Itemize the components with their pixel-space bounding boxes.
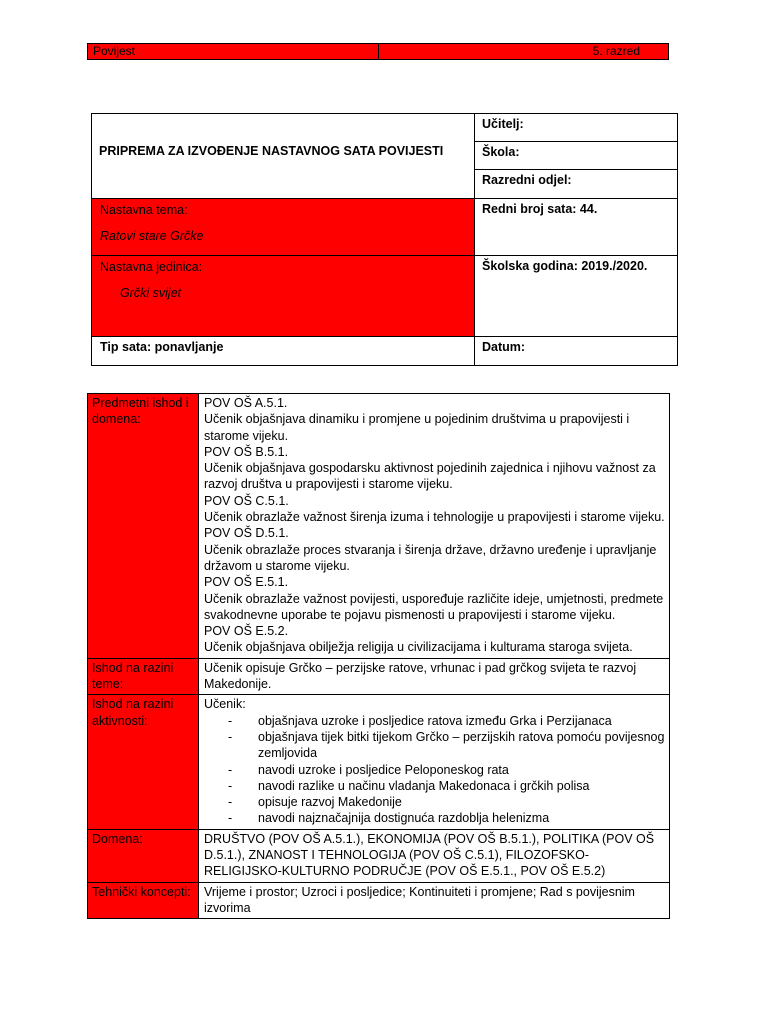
- document-title: PRIPREMA ZA IZVOĐENJE NASTAVNOG SATA POVIJESTI: [92, 114, 475, 199]
- outcome-line: Učenik obrazlaže važnost povijesti, uspoređuje različite ideje, umjetnosti, predmete svakodnevne uporabe te pojavu pismenosti u prapovijesti i starome vijeku.: [204, 591, 664, 622]
- list-item: - opisuje razvoj Makedonije: [228, 794, 665, 810]
- theme-outcome-label: Ishod na razini teme:: [88, 658, 199, 695]
- topic-label: Nastavna tema:: [100, 203, 188, 217]
- outcome-line: POV OŠ C.5.1.: [204, 493, 289, 508]
- outcome-line: Učenik obrazlaže proces stvaranja i širenja države, državno uređenje i upravljanje državom u starome vijeku.: [204, 542, 657, 573]
- class-dept-field: Razredni odjel:: [475, 170, 678, 199]
- unit-cell: [92, 256, 475, 337]
- list-item: - objašnjava tijek bitki tijekom Grčko – perzijskih ratova pomoću povijesnog zemljovida: [228, 729, 665, 762]
- grade-label: 5. razred: [378, 44, 669, 60]
- outcome-line: POV OŠ E.5.2.: [204, 624, 289, 639]
- technical-concepts-label: Tehnički koncepti:: [88, 882, 199, 919]
- technical-concepts-value: Vrijeme i prostor; Uzroci i posljedice; Kontinuiteti i promjene; Rad s povijesnim izvorima: [199, 882, 670, 919]
- outcome-line: Učenik objašnjava obilježja religija u civilizacijama i kulturama staroga svijeta.: [204, 640, 633, 655]
- school-year-field: Školska godina: 2019./2020.: [475, 256, 678, 337]
- list-item: - navodi uzroke i posljedice Peloponeskog rata: [228, 762, 665, 778]
- activity-outcome-label: Ishod na razini aktivnosti:: [88, 695, 199, 829]
- subject-outcome-label: Predmetni ishod i domena:: [88, 394, 199, 659]
- school-field: Škola:: [475, 142, 678, 170]
- subject-label: Povijest: [88, 44, 379, 60]
- teacher-field: Učitelj:: [475, 114, 678, 142]
- activity-intro: Učenik:: [204, 697, 246, 712]
- outcome-line: POV OŠ A.5.1.: [204, 396, 288, 410]
- lesson-type-field: Tip sata: ponavljanje: [92, 337, 475, 366]
- lesson-number-field: Redni broj sata: 44.: [475, 199, 678, 256]
- subject-outcomes-cell: [199, 394, 670, 659]
- date-field: Datum:: [475, 337, 678, 366]
- lesson-info-table: [91, 113, 678, 366]
- outcome-line: Učenik objašnjava gospodarsku aktivnost pojedinih zajednica i njihovu važnost za razvoj društva u prapovijesti i starome vijeku.: [204, 461, 656, 492]
- topic-cell: [92, 199, 475, 256]
- list-item: - navodi najznačajnija dostignuća razdoblja helenizma: [228, 810, 665, 826]
- outcome-line: POV OŠ D.5.1.: [204, 526, 289, 541]
- domain-value: DRUŠTVO (POV OŠ A.5.1.), EKONOMIJA (POV OŠ B.5.1.), POLITIKA (POV OŠ D.5.1.), ZNANOST I TEHNOLOGIJA (POV OŠ C.5.1), FILOZOFSKO-RELIGIJSKO-KULTURNO PODRUČJE (POV OŠ E.5.1., POV OŠ E.5.2): [199, 829, 670, 882]
- outcome-line: Učenik objašnjava dinamiku i promjene u pojedinim društvima u prapovijesti i starome vijeku.: [204, 412, 630, 443]
- theme-outcome-value: Učenik opisuje Grčko – perzijske ratove, vrhunac i pad grčkog svijeta te razvoj Makedonije.: [199, 658, 670, 695]
- outcomes-table: [87, 393, 670, 919]
- outcome-line: POV OŠ E.5.1.: [204, 575, 289, 590]
- activity-outcome-cell: [199, 695, 670, 829]
- domain-label: Domena:: [88, 829, 199, 882]
- header-strip: [87, 43, 669, 60]
- list-item: - navodi razlike u načinu vladanja Makedonaca i grčkih polisa: [228, 778, 665, 794]
- outcome-line: Učenik obrazlaže važnost širenja izuma i tehnologije u prapovijesti i starome vijeku.: [204, 510, 665, 525]
- unit-value: Grčki svijet: [120, 286, 182, 300]
- unit-label: Nastavna jedinica:: [100, 260, 203, 274]
- activity-list: [204, 713, 665, 827]
- list-item: - objašnjava uzroke i posljedice ratova između Grka i Perzijanaca: [228, 713, 665, 729]
- topic-value: Ratovi stare Grčke: [100, 229, 204, 243]
- outcome-line: POV OŠ B.5.1.: [204, 444, 289, 459]
